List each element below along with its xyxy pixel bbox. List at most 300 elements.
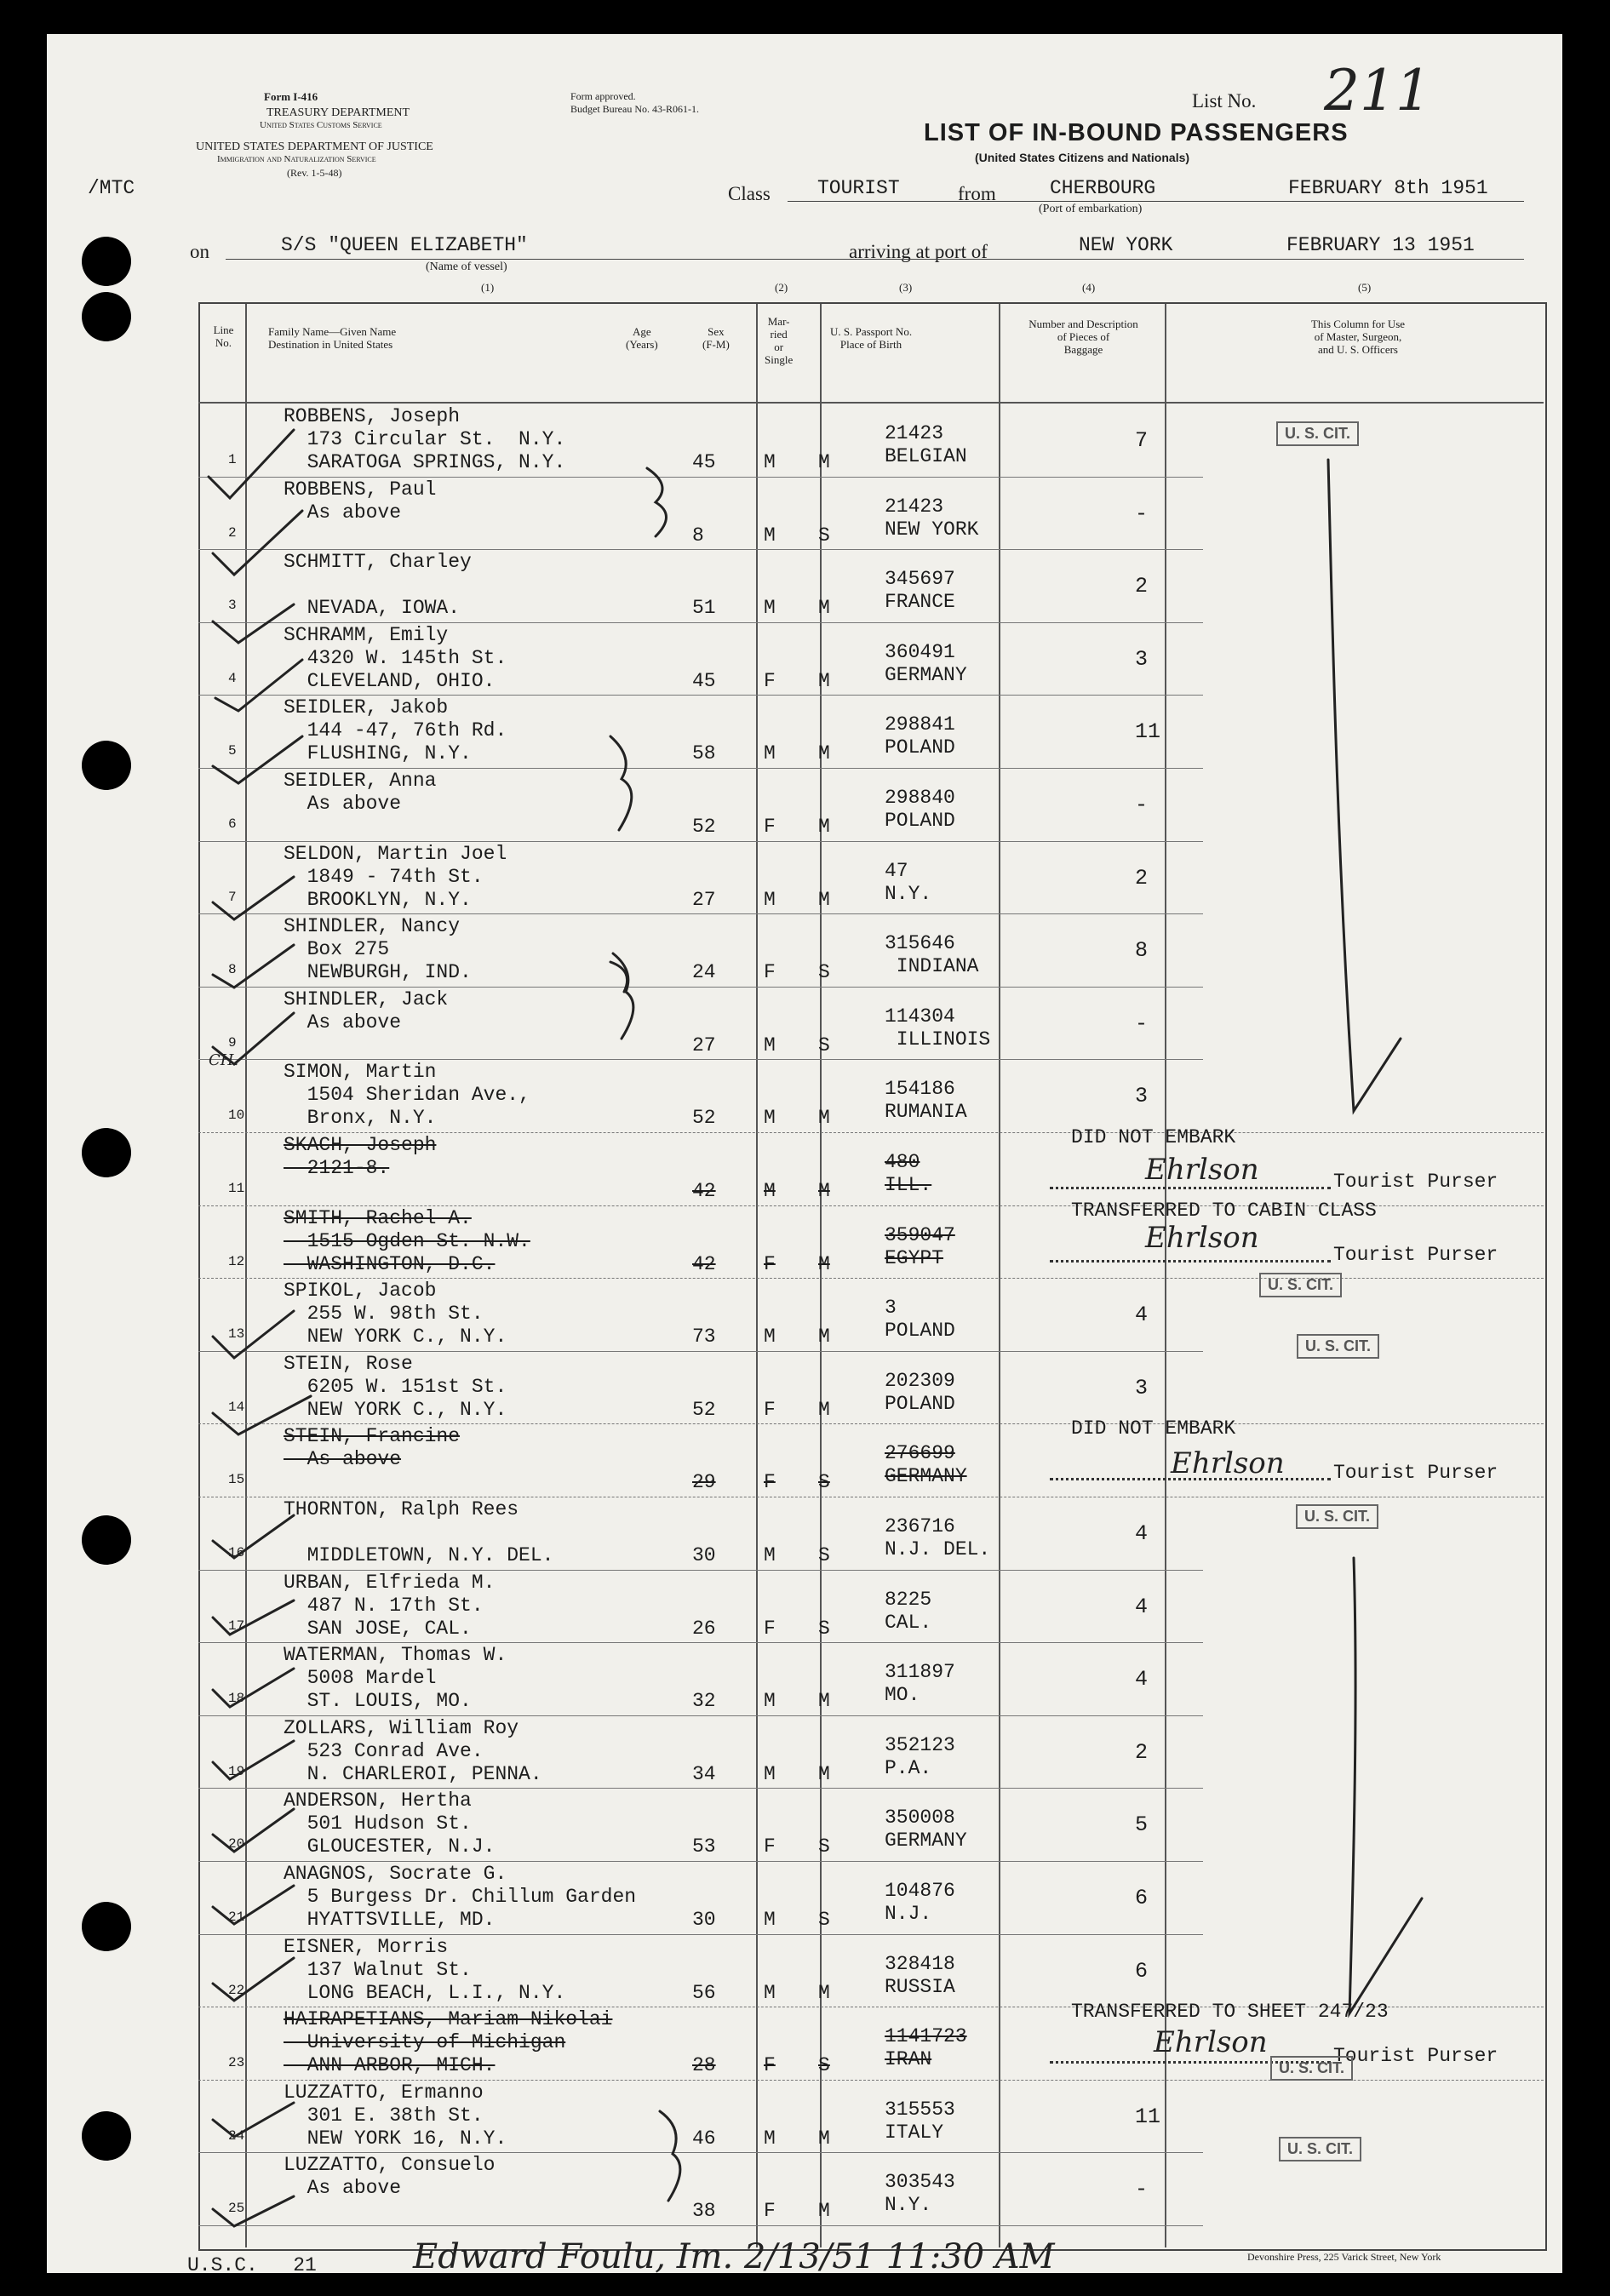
line-number: 1: [228, 452, 237, 467]
age-cell: 42: [692, 1253, 716, 1275]
passport-number: 298841: [885, 713, 955, 736]
sex-cell: M: [764, 2127, 776, 2150]
destination-line: 6205 W. 151st St.: [284, 1376, 507, 1398]
header-name: Family Name—Given Name Destination in United States: [268, 325, 397, 351]
status-note: DID NOT EMBARK: [1071, 1417, 1236, 1440]
place-of-birth: P.A.: [885, 1757, 932, 1779]
passenger-name: SHINDLER, Nancy: [284, 915, 461, 937]
check-mark: [213, 1013, 294, 1064]
baggage-count: 11: [1135, 2104, 1161, 2129]
sex-cell: M: [764, 1690, 776, 1712]
age-cell: 45: [692, 451, 716, 473]
vessel-note: (Name of vessel): [426, 261, 507, 273]
punch-hole: [82, 741, 131, 790]
passport-number: 298840: [885, 787, 955, 809]
passport-number: 1141723: [885, 2025, 967, 2047]
destination-line: 487 N. 17th St.: [284, 1595, 484, 1617]
on-label: on: [190, 241, 209, 262]
age-cell: 26: [692, 1618, 716, 1640]
married-cell: S: [818, 1909, 830, 1931]
destination-line: BROOKLYN, N.Y.: [284, 889, 472, 911]
bracket: [610, 736, 632, 830]
passport-number: 480: [885, 1151, 920, 1173]
place-of-birth: CAL.: [885, 1612, 932, 1634]
married-cell: S: [818, 1544, 830, 1566]
budget-bureau: Budget Bureau No. 43-R061-1.: [570, 103, 699, 115]
embark-note: (Port of embarkation): [1039, 203, 1143, 215]
class-label: Class: [728, 183, 771, 204]
age-cell: 73: [692, 1325, 716, 1348]
line-number: 18: [228, 1691, 245, 1706]
punch-hole: [82, 1902, 131, 1951]
sex-cell: M: [764, 524, 776, 547]
check-mark: [215, 660, 302, 711]
place-of-birth: POLAND: [885, 736, 955, 759]
header-baggage: Number and Description of Pieces of Baggage: [1028, 318, 1138, 356]
destination-line: Box 275: [284, 938, 390, 960]
sex-cell: M: [764, 451, 776, 473]
baggage-count: 11: [1135, 719, 1161, 744]
purser-label: Tourist Purser: [1333, 1462, 1498, 1484]
married-cell: M: [818, 451, 830, 473]
passport-number: 21423: [885, 422, 944, 444]
check-mark: [213, 2103, 294, 2137]
destination-line: NEVADA, IOWA.: [284, 597, 461, 619]
married-cell: M: [818, 1325, 830, 1348]
destination-line: As above: [284, 1011, 402, 1033]
purser-signature: Ehrlson: [1145, 1221, 1259, 1255]
check-mark: [213, 1958, 294, 2001]
sex-cell: F: [764, 2054, 776, 2076]
married-cell: M: [818, 1253, 830, 1275]
married-cell: M: [818, 2127, 830, 2150]
destination-line: MIDDLETOWN, N.Y. DEL.: [284, 1544, 554, 1566]
place-of-birth: MO.: [885, 1684, 920, 1706]
baggage-count: 3: [1135, 1376, 1149, 1400]
passenger-name: WATERMAN, Thomas W.: [284, 1644, 507, 1666]
line-number: 25: [228, 2201, 245, 2216]
place-of-birth: ILLINOIS: [885, 1028, 991, 1051]
passport-number: 202309: [885, 1370, 955, 1392]
passport-number: 350008: [885, 1806, 955, 1829]
baggage-count: 4: [1135, 1595, 1149, 1619]
line-number: 21: [228, 1910, 245, 1925]
age-cell: 53: [692, 1835, 716, 1858]
passenger-name: SCHRAMM, Emily: [284, 624, 449, 646]
passport-number: 114304: [885, 1005, 955, 1028]
punch-hole: [82, 292, 131, 341]
line-number: 5: [228, 743, 237, 759]
sex-cell: M: [764, 889, 776, 911]
sex-cell: M: [764, 742, 776, 764]
bracket: [613, 953, 633, 1039]
place-of-birth: GERMANY: [885, 1829, 967, 1852]
place-of-birth: POLAND: [885, 1320, 955, 1342]
baggage-count: 5: [1135, 1812, 1149, 1837]
arriving-label: arriving at port of: [849, 241, 988, 262]
list-subtitle: (United States Citizens and Nationals): [975, 151, 1190, 164]
list-title: LIST OF IN-BOUND PASSENGERS: [924, 119, 1349, 146]
footer-signature: Edward Foulu, Im. 2/13/51 11:30 AM: [413, 2237, 1055, 2276]
destination-line: NEW YORK C., N.Y.: [284, 1325, 507, 1348]
passenger-name: ROBBENS, Joseph: [284, 405, 461, 427]
passport-number: 104876: [885, 1880, 955, 1902]
passport-number: 276699: [885, 1442, 955, 1464]
place-of-birth: FRANCE: [885, 591, 955, 613]
destination-line: LONG BEACH, L.I., N.Y.: [284, 1982, 566, 2004]
check-mark: [209, 430, 294, 498]
destination-line: NEWBURGH, IND.: [284, 961, 472, 983]
sex-cell: F: [764, 670, 776, 692]
passport-number: 8225: [885, 1589, 932, 1611]
line-number: 20: [228, 1836, 245, 1852]
passenger-name: STEIN, Francine: [284, 1425, 461, 1447]
age-cell: 42: [692, 1180, 716, 1202]
line-number: 3: [228, 598, 237, 613]
check-mark: [213, 1600, 294, 1635]
passenger-name: HAIRAPETIANS, Mariam Nikolai: [284, 2008, 613, 2030]
passenger-name: LUZZATTO, Consuelo: [284, 2154, 496, 2176]
married-cell: M: [818, 816, 830, 838]
baggage-count: 7: [1135, 428, 1149, 453]
place-of-birth: RUMANIA: [885, 1101, 967, 1123]
age-cell: 52: [692, 816, 716, 838]
line-number: 13: [228, 1326, 245, 1342]
baggage-count: 6: [1135, 1886, 1149, 1910]
header-age: Age (Years): [626, 325, 658, 351]
check-mark: [213, 1669, 294, 1707]
vessel-name: S/S "QUEEN ELIZABETH": [281, 234, 528, 256]
sex-cell: F: [764, 1835, 776, 1858]
form-number: Form I-416: [264, 90, 318, 103]
married-cell: S: [818, 1618, 830, 1640]
baggage-count: 4: [1135, 1667, 1149, 1692]
justice-dept: UNITED STATES DEPARTMENT OF JUSTICE: [196, 140, 433, 153]
line-number: 10: [228, 1108, 245, 1123]
destination-line: 137 Walnut St.: [284, 1959, 472, 1981]
footer-usc: U.S.C. 21: [187, 2254, 317, 2276]
status-note: DID NOT EMBARK: [1071, 1126, 1236, 1148]
place-of-birth: BELGIAN: [885, 445, 967, 467]
destination-line: GLOUCESTER, N.J.: [284, 1835, 496, 1858]
age-cell: 27: [692, 1034, 716, 1056]
list-no-value: 211: [1324, 58, 1431, 123]
baggage-count: 2: [1135, 1740, 1149, 1765]
customs-service: United States Customs Service: [260, 120, 382, 130]
passenger-name: ROBBENS, Paul: [284, 478, 437, 501]
married-cell: M: [818, 742, 830, 764]
age-cell: 34: [692, 1763, 716, 1785]
passenger-name: SEIDLER, Jakob: [284, 696, 449, 719]
age-cell: 30: [692, 1909, 716, 1931]
destination-line: CLEVELAND, OHIO.: [284, 670, 496, 692]
check-mark: [213, 736, 302, 783]
passport-number: 360491: [885, 641, 955, 663]
line-number: 4: [228, 671, 237, 686]
passport-number: 47: [885, 860, 908, 882]
status-note: TRANSFERRED TO CABIN CLASS: [1071, 1200, 1377, 1222]
mtc-mark: /MTC: [88, 177, 135, 199]
married-cell: M: [818, 1763, 830, 1785]
destination-line: ST. LOUIS, MO.: [284, 1690, 472, 1712]
destination-line: ANN ARBOR, MICH.: [284, 2054, 496, 2076]
baggage-count: 4: [1135, 1521, 1149, 1546]
sex-cell: F: [764, 816, 776, 838]
age-cell: 30: [692, 1544, 716, 1566]
destination-line: 5008 Mardel: [284, 1667, 437, 1689]
header-passport: U. S. Passport No. Place of Birth: [830, 325, 913, 351]
punch-hole: [82, 237, 131, 286]
line-number: 9: [228, 1035, 237, 1051]
sex-cell: F: [764, 1618, 776, 1640]
purser-label: Tourist Purser: [1333, 1171, 1498, 1193]
header-married: Mar- ried or Single: [765, 315, 794, 366]
passport-number: 21423: [885, 495, 944, 518]
printer-note: Devonshire Press, 225 Varick Street, New York: [1247, 2251, 1441, 2263]
destination-line: 523 Conrad Ave.: [284, 1740, 484, 1762]
baggage-count: -: [1135, 793, 1149, 817]
destination-line: SAN JOSE, CAL.: [284, 1618, 472, 1640]
baggage-count: 3: [1135, 1084, 1149, 1108]
punch-hole: [82, 2111, 131, 2161]
passenger-name: SHINDLER, Jack: [284, 988, 449, 1011]
sex-cell: F: [764, 1399, 776, 1421]
manifest-sheet: [47, 34, 1562, 2276]
line-number: 24: [228, 2128, 245, 2144]
bracket: [660, 2111, 680, 2201]
sex-cell: F: [764, 2200, 776, 2222]
destination-line: As above: [284, 1448, 402, 1470]
married-cell: S: [818, 1835, 830, 1858]
place-of-birth: ILL.: [885, 1174, 932, 1196]
destination-line: As above: [284, 501, 402, 524]
header-sex: Sex (F-M): [702, 325, 730, 351]
passenger-name: EISNER, Morris: [284, 1936, 449, 1958]
baggage-count: 3: [1135, 647, 1149, 672]
baggage-count: 6: [1135, 1959, 1149, 1984]
sex-cell: M: [764, 1909, 776, 1931]
married-cell: S: [818, 1471, 830, 1493]
col-num-1: (1): [481, 281, 495, 294]
married-cell: S: [818, 524, 830, 547]
passport-number: 315553: [885, 2098, 955, 2121]
sex-cell: M: [764, 1982, 776, 2004]
sex-cell: M: [764, 1544, 776, 1566]
passport-number: 345697: [885, 568, 955, 590]
line-number: 8: [228, 962, 237, 977]
punch-hole: [82, 1515, 131, 1565]
bracket: [647, 468, 667, 536]
purser-label: Tourist Purser: [1333, 1244, 1498, 1266]
status-note: TRANSFERRED TO SHEET 247/23: [1071, 2001, 1389, 2023]
line-number: 7: [228, 890, 237, 905]
destination-line: NEW YORK C., N.Y.: [284, 1399, 507, 1421]
sex-cell: M: [764, 1325, 776, 1348]
age-cell: 56: [692, 1982, 716, 2004]
passenger-name: SCHMITT, Charley: [284, 551, 472, 573]
margin-mark: CH.: [209, 1051, 239, 1069]
destination-line: 255 W. 98th St.: [284, 1303, 484, 1325]
place-of-birth: INDIANA: [885, 955, 979, 977]
passenger-name: ANDERSON, Hertha: [284, 1789, 472, 1812]
passenger-name: SKACH, Joseph: [284, 1134, 437, 1156]
line-number: 2: [228, 525, 237, 541]
sex-cell: F: [764, 1471, 776, 1493]
arrival-port: NEW YORK: [1079, 234, 1173, 256]
married-cell: M: [818, 1180, 830, 1202]
place-of-birth: N.Y.: [885, 883, 932, 905]
check-mark: [213, 877, 294, 919]
destination-line: SARATOGA SPRINGS, N.Y.: [284, 451, 566, 473]
passport-number: 359047: [885, 1224, 955, 1246]
age-cell: 52: [692, 1399, 716, 1421]
passenger-name: THORNTON, Ralph Rees: [284, 1498, 519, 1520]
sex-cell: M: [764, 1763, 776, 1785]
passport-number: 3: [885, 1297, 897, 1319]
check-mark: [213, 511, 302, 575]
destination-line: 5 Burgess Dr. Chillum Garden: [284, 1886, 637, 1908]
married-cell: M: [818, 889, 830, 911]
married-cell: M: [818, 1690, 830, 1712]
married-cell: M: [818, 1107, 830, 1129]
destination-line: HYATTSVILLE, MD.: [284, 1909, 496, 1931]
form-approved: Form approved.: [570, 90, 636, 102]
purser-signature: Ehrlson: [1154, 2025, 1268, 2059]
sex-cell: F: [764, 1253, 776, 1275]
place-of-birth: ITALY: [885, 2121, 944, 2144]
destination-line: 2121-8.: [284, 1157, 390, 1179]
header-officers: This Column for Use of Master, Surgeon, and U. S. Officers: [1310, 318, 1406, 356]
passenger-name: STEIN, Rose: [284, 1353, 413, 1375]
passenger-name: SMITH, Rachel A.: [284, 1207, 472, 1229]
col-num-5: (5): [1358, 281, 1372, 294]
place-of-birth: RUSSIA: [885, 1976, 955, 1998]
from-label: from: [958, 183, 996, 204]
line-number: 22: [228, 1983, 245, 1998]
age-cell: 28: [692, 2054, 716, 2076]
place-of-birth: GERMANY: [885, 664, 967, 686]
baggage-count: 2: [1135, 866, 1149, 890]
purser-label: Tourist Purser: [1333, 2045, 1498, 2067]
sex-cell: F: [764, 961, 776, 983]
line-number: 11: [228, 1181, 245, 1196]
from-value: CHERBOURG: [1050, 177, 1156, 199]
check-mark: [213, 1809, 294, 1852]
line-number: 12: [228, 1254, 245, 1269]
line-number: 14: [228, 1400, 245, 1415]
punch-hole: [82, 1128, 131, 1177]
passport-number: 352123: [885, 1734, 955, 1756]
married-cell: M: [818, 1399, 830, 1421]
treasury-dept: TREASURY DEPARTMENT: [266, 106, 410, 119]
destination-line: 1849 - 74th St.: [284, 866, 484, 888]
col-num-3: (3): [899, 281, 913, 294]
age-cell: 32: [692, 1690, 716, 1712]
passport-number: 328418: [885, 1953, 955, 1975]
check-mark: [213, 2196, 294, 2226]
age-cell: 29: [692, 1471, 716, 1493]
list-no-label: List No.: [1192, 90, 1257, 112]
baggage-count: 4: [1135, 1303, 1149, 1327]
arrival-date: FEBRUARY 13 1951: [1286, 234, 1475, 256]
destination-line: 173 Circular St. N.Y.: [284, 428, 566, 450]
check-mark-arrow: [1349, 1558, 1422, 2013]
passport-number: 315646: [885, 932, 955, 954]
place-of-birth: GERMANY: [885, 1465, 967, 1487]
us-cit-stamp: U. S. CIT.: [1297, 1334, 1379, 1359]
purser-signature: Ehrlson: [1171, 1446, 1285, 1480]
baggage-count: -: [1135, 2177, 1149, 2202]
us-cit-stamp: U. S. CIT.: [1270, 2056, 1353, 2081]
place-of-birth: N.J.: [885, 1903, 932, 1925]
annotation-marks: [47, 34, 1562, 2273]
col-num-4: (4): [1082, 281, 1096, 294]
baggage-count: 8: [1135, 938, 1149, 963]
married-cell: M: [818, 597, 830, 619]
age-cell: 46: [692, 2127, 716, 2150]
passenger-name: ANAGNOS, Socrate G.: [284, 1863, 507, 1885]
destination-line: NEW YORK 16, N.Y.: [284, 2127, 507, 2150]
passport-number: 236716: [885, 1515, 955, 1537]
immigration-service: Immigration and Naturalization Service: [217, 154, 376, 164]
us-cit-stamp: U. S. CIT.: [1296, 1504, 1378, 1529]
line-number: 6: [228, 816, 237, 832]
place-of-birth: IRAN: [885, 2048, 932, 2070]
check-mark: [213, 1741, 294, 1779]
check-mark: [213, 1396, 311, 1434]
place-of-birth: N.J. DEL.: [885, 1538, 991, 1560]
header-line: Line No.: [213, 324, 234, 349]
passenger-name: SEIDLER, Anna: [284, 770, 437, 792]
form-rev: (Rev. 1-5-48): [287, 167, 342, 179]
sex-cell: M: [764, 1034, 776, 1056]
married-cell: M: [818, 1982, 830, 2004]
married-cell: S: [818, 2054, 830, 2076]
destination-line: 501 Hudson St.: [284, 1812, 472, 1835]
col-num-2: (2): [775, 281, 788, 294]
passport-number: 303543: [885, 2171, 955, 2193]
age-cell: 45: [692, 670, 716, 692]
destination-line: N. CHARLEROI, PENNA.: [284, 1763, 542, 1785]
place-of-birth: POLAND: [885, 1393, 955, 1415]
destination-line: Bronx, N.Y.: [284, 1107, 437, 1129]
line-number: 23: [228, 2055, 245, 2070]
destination-line: 144 -47, 76th Rd.: [284, 719, 507, 741]
check-mark: [213, 1886, 294, 1924]
passenger-name: ZOLLARS, William Roy: [284, 1717, 519, 1739]
destination-line: 1504 Sheridan Ave.,: [284, 1084, 530, 1106]
destination-line: As above: [284, 2177, 402, 2199]
age-cell: 8: [692, 524, 704, 547]
passport-number: 154186: [885, 1078, 955, 1100]
age-cell: 38: [692, 2200, 716, 2222]
purser-signature: Ehrlson: [1145, 1153, 1259, 1187]
us-cit-stamp: U. S. CIT.: [1279, 2137, 1361, 2161]
baggage-count: 2: [1135, 574, 1149, 598]
us-cit-stamp: U. S. CIT.: [1259, 1273, 1342, 1297]
destination-line: University of Michigan: [284, 2031, 566, 2053]
age-cell: 58: [692, 742, 716, 764]
check-mark: [213, 604, 294, 643]
line-number: 17: [228, 1618, 245, 1634]
place-of-birth: N.Y.: [885, 2194, 932, 2216]
married-cell: M: [818, 670, 830, 692]
age-cell: 24: [692, 961, 716, 983]
age-cell: 51: [692, 597, 716, 619]
line-number: 19: [228, 1764, 245, 1779]
passenger-name: SELDON, Martin Joel: [284, 843, 507, 865]
baggage-count: -: [1135, 501, 1149, 526]
